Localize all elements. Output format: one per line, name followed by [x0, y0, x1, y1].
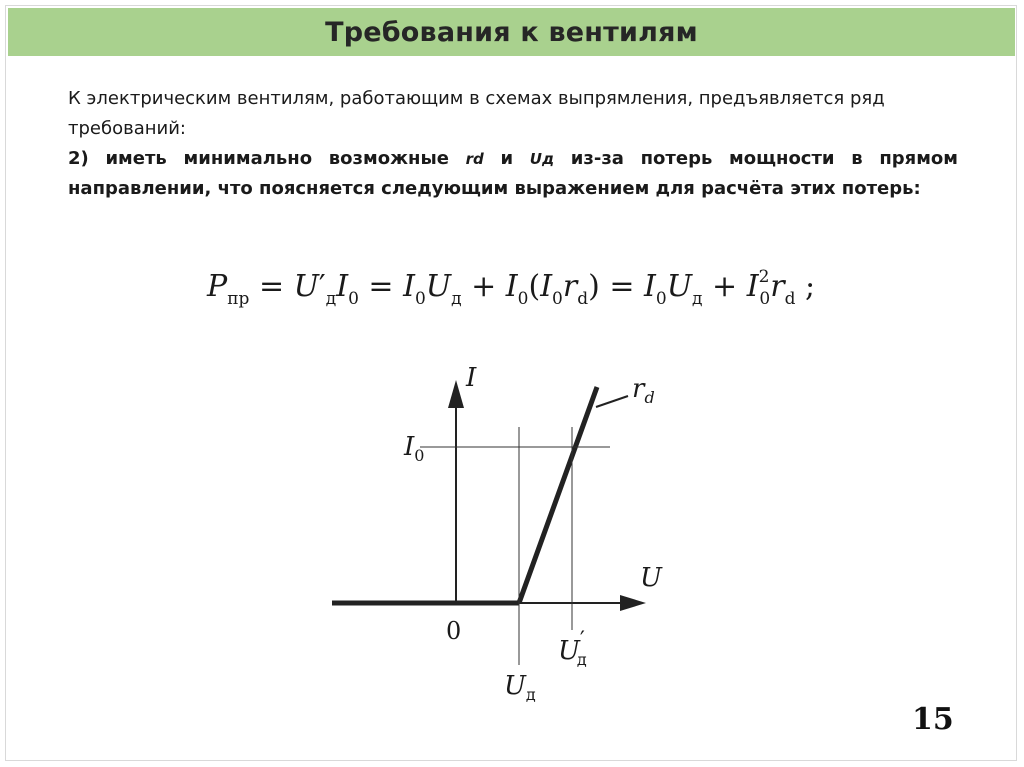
- page-number: 15: [912, 702, 954, 737]
- x-axis-label: U: [640, 563, 662, 593]
- rd-label: $r_d$: [632, 374, 655, 407]
- slide-title: Требования к вентилям: [325, 16, 698, 48]
- power-loss-formula: $P_{пр} = U'_дI_0 = I_0U_д + I_0(I_0r_d) = I_0U_д + I^2_0r_d$ ;: [207, 267, 816, 309]
- x-axis-arrow-icon: [620, 595, 646, 611]
- requirement-text-2: из-за потерь мощности в прямом направлении, что поясняется следующим выражением для расчёта этих потерь:: [68, 148, 958, 199]
- rd-symbol: rd: [465, 150, 484, 168]
- origin-label: 0: [446, 617, 462, 645]
- y-axis-arrow-icon: [448, 380, 464, 408]
- requirement-text-1: 2) иметь минимально возможные: [68, 148, 466, 169]
- requirement-and: и: [483, 148, 530, 169]
- forward-branch: [519, 387, 597, 603]
- ud-symbol: Uд: [529, 150, 555, 168]
- ud-label: $U_д$: [504, 671, 536, 704]
- i0-label: $I_0$: [404, 432, 425, 465]
- intro-paragraph: К электрическим вентилям, работающим в схемах выпрямления, предъявляется ряд требований:: [68, 88, 885, 139]
- udp-label: U′ д: [558, 628, 587, 669]
- rd-leader: [596, 396, 628, 407]
- y-axis-label: I: [466, 363, 477, 393]
